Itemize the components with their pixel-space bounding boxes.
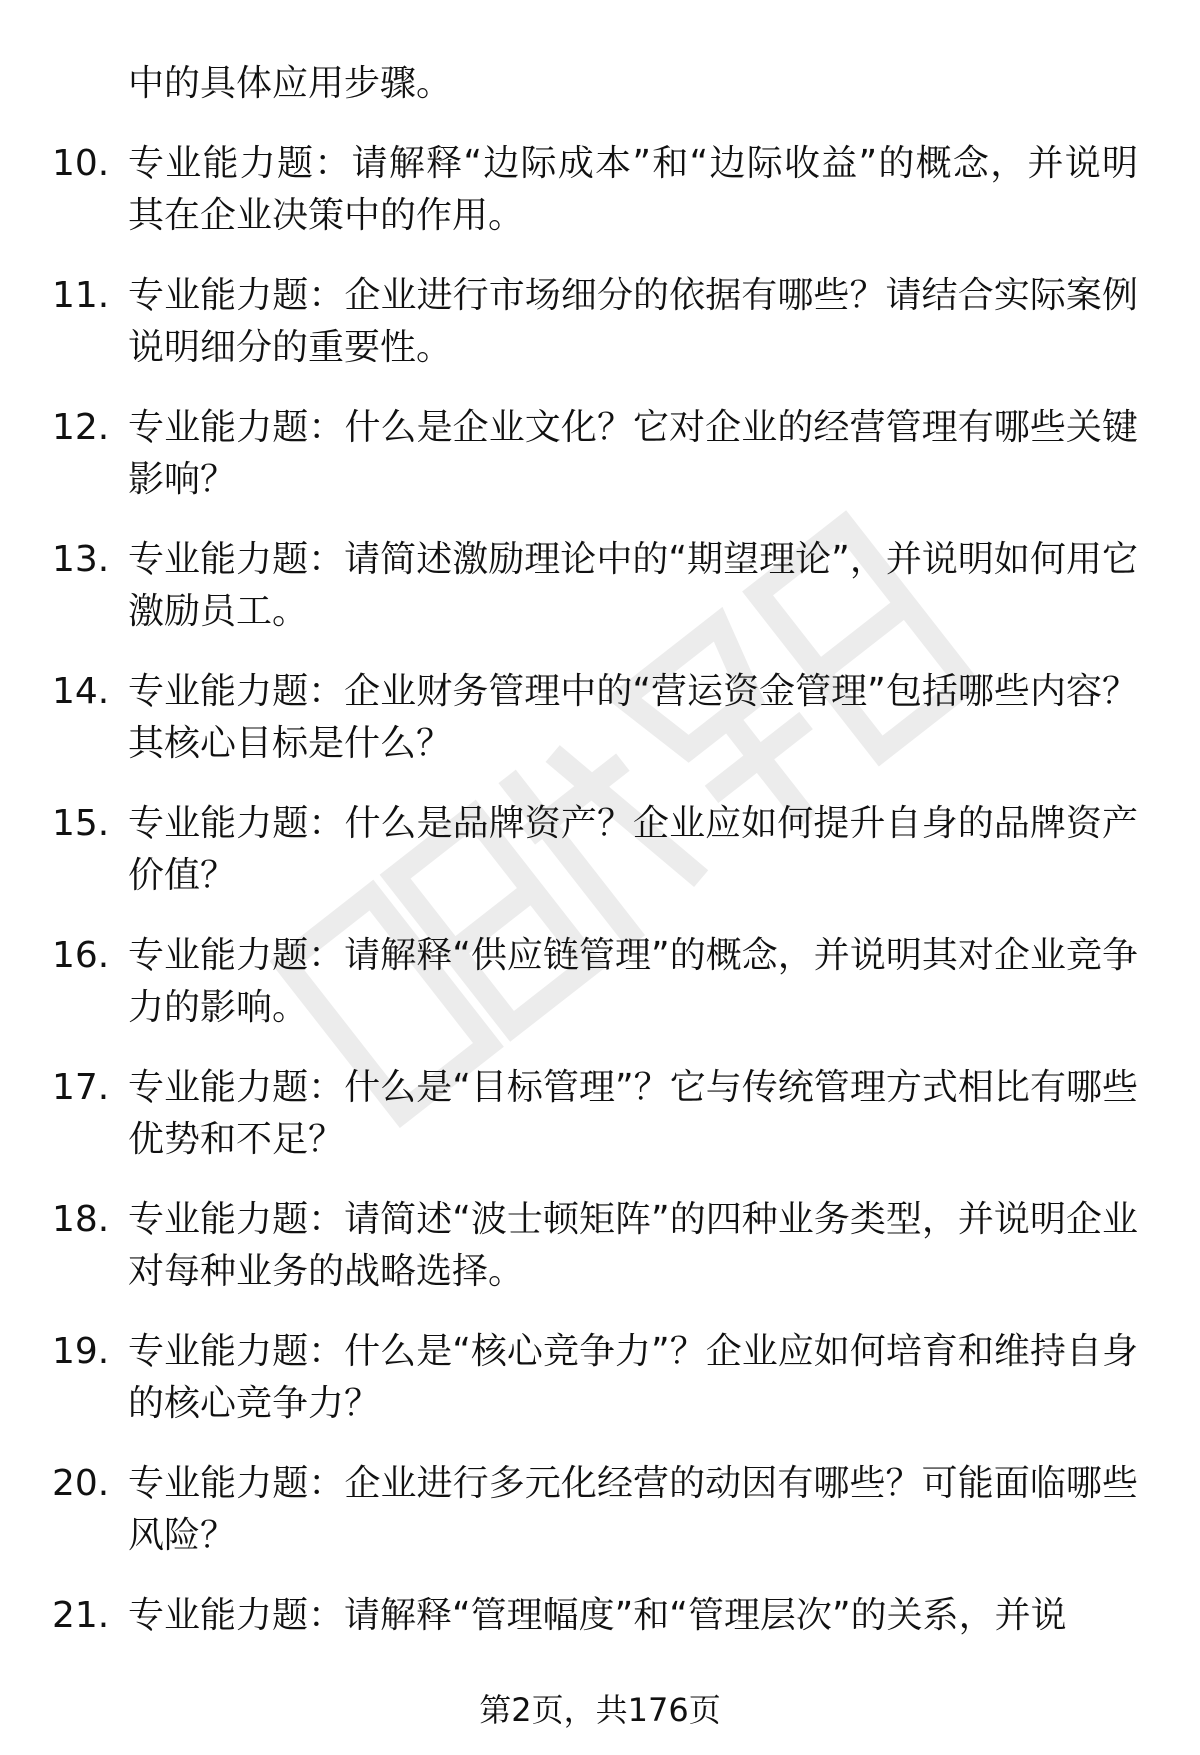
question-text: 专业能力题：什么是“目标管理”？它与传统管理方式相比有哪些优势和不足？ (128, 1067, 1138, 1160)
question-item (0, 1326, 1200, 1458)
question-item (0, 534, 1200, 666)
question-number: 13. (52, 539, 110, 580)
question-item (0, 138, 1200, 270)
question-number: 14. (52, 671, 110, 712)
question-text: 专业能力题：请解释“管理幅度”和“管理层次”的关系，并说 (128, 1595, 1067, 1636)
question-number: 15. (52, 803, 110, 844)
question-item (0, 270, 1200, 402)
question-item (0, 402, 1200, 534)
question-number: 20. (52, 1463, 110, 1504)
question-number: 21. (52, 1595, 110, 1636)
question-text: 专业能力题：什么是品牌资产？企业应如何提升自身的品牌资产价值？ (128, 803, 1138, 896)
question-text: 专业能力题：请简述激励理论中的“期望理论”，并说明如何用它激励员工。 (128, 539, 1138, 632)
question-number: 18. (52, 1199, 110, 1240)
question-text: 专业能力题：什么是“核心竞争力”？企业应如何培育和维持自身的核心竞争力？ (128, 1331, 1138, 1424)
question-item (0, 666, 1200, 798)
question-text: 专业能力题：企业进行多元化经营的动因有哪些？可能面临哪些风险？ (128, 1463, 1138, 1556)
page-footer: 第2页，共176页 (479, 1691, 721, 1729)
question-text: 专业能力题：请简述“波士顿矩阵”的四种业务类型，并说明企业对每种业务的战略选择。 (128, 1199, 1138, 1292)
question-number: 12. (52, 407, 110, 448)
question-number: 10. (52, 143, 110, 184)
question-number: 19. (52, 1331, 110, 1372)
question-number: 16. (52, 935, 110, 976)
question-text: 专业能力题：请解释“供应链管理”的概念，并说明其对企业竞争力的影响。 (128, 935, 1138, 1028)
question-text: 专业能力题：什么是企业文化？它对企业的经营管理有哪些关键影响？ (128, 407, 1138, 500)
question-item (0, 1062, 1200, 1194)
question-number: 17. (52, 1067, 110, 1108)
question-list (0, 138, 1200, 1722)
continuation-text: 中的具体应用步骤。 (128, 63, 453, 104)
question-text: 专业能力题：请解释“边际成本”和“边际收益”的概念，并说明其在企业决策中的作用。 (128, 143, 1138, 236)
question-text: 专业能力题：企业财务管理中的“营运资金管理”包括哪些内容？其核心目标是什么？ (128, 671, 1138, 764)
question-number: 11. (52, 275, 110, 316)
question-item (0, 798, 1200, 930)
question-item (0, 1194, 1200, 1326)
question-text: 专业能力题：企业进行市场细分的依据有哪些？请结合实际案例说明细分的重要性。 (128, 275, 1138, 368)
question-item (0, 1458, 1200, 1590)
question-item (0, 930, 1200, 1062)
